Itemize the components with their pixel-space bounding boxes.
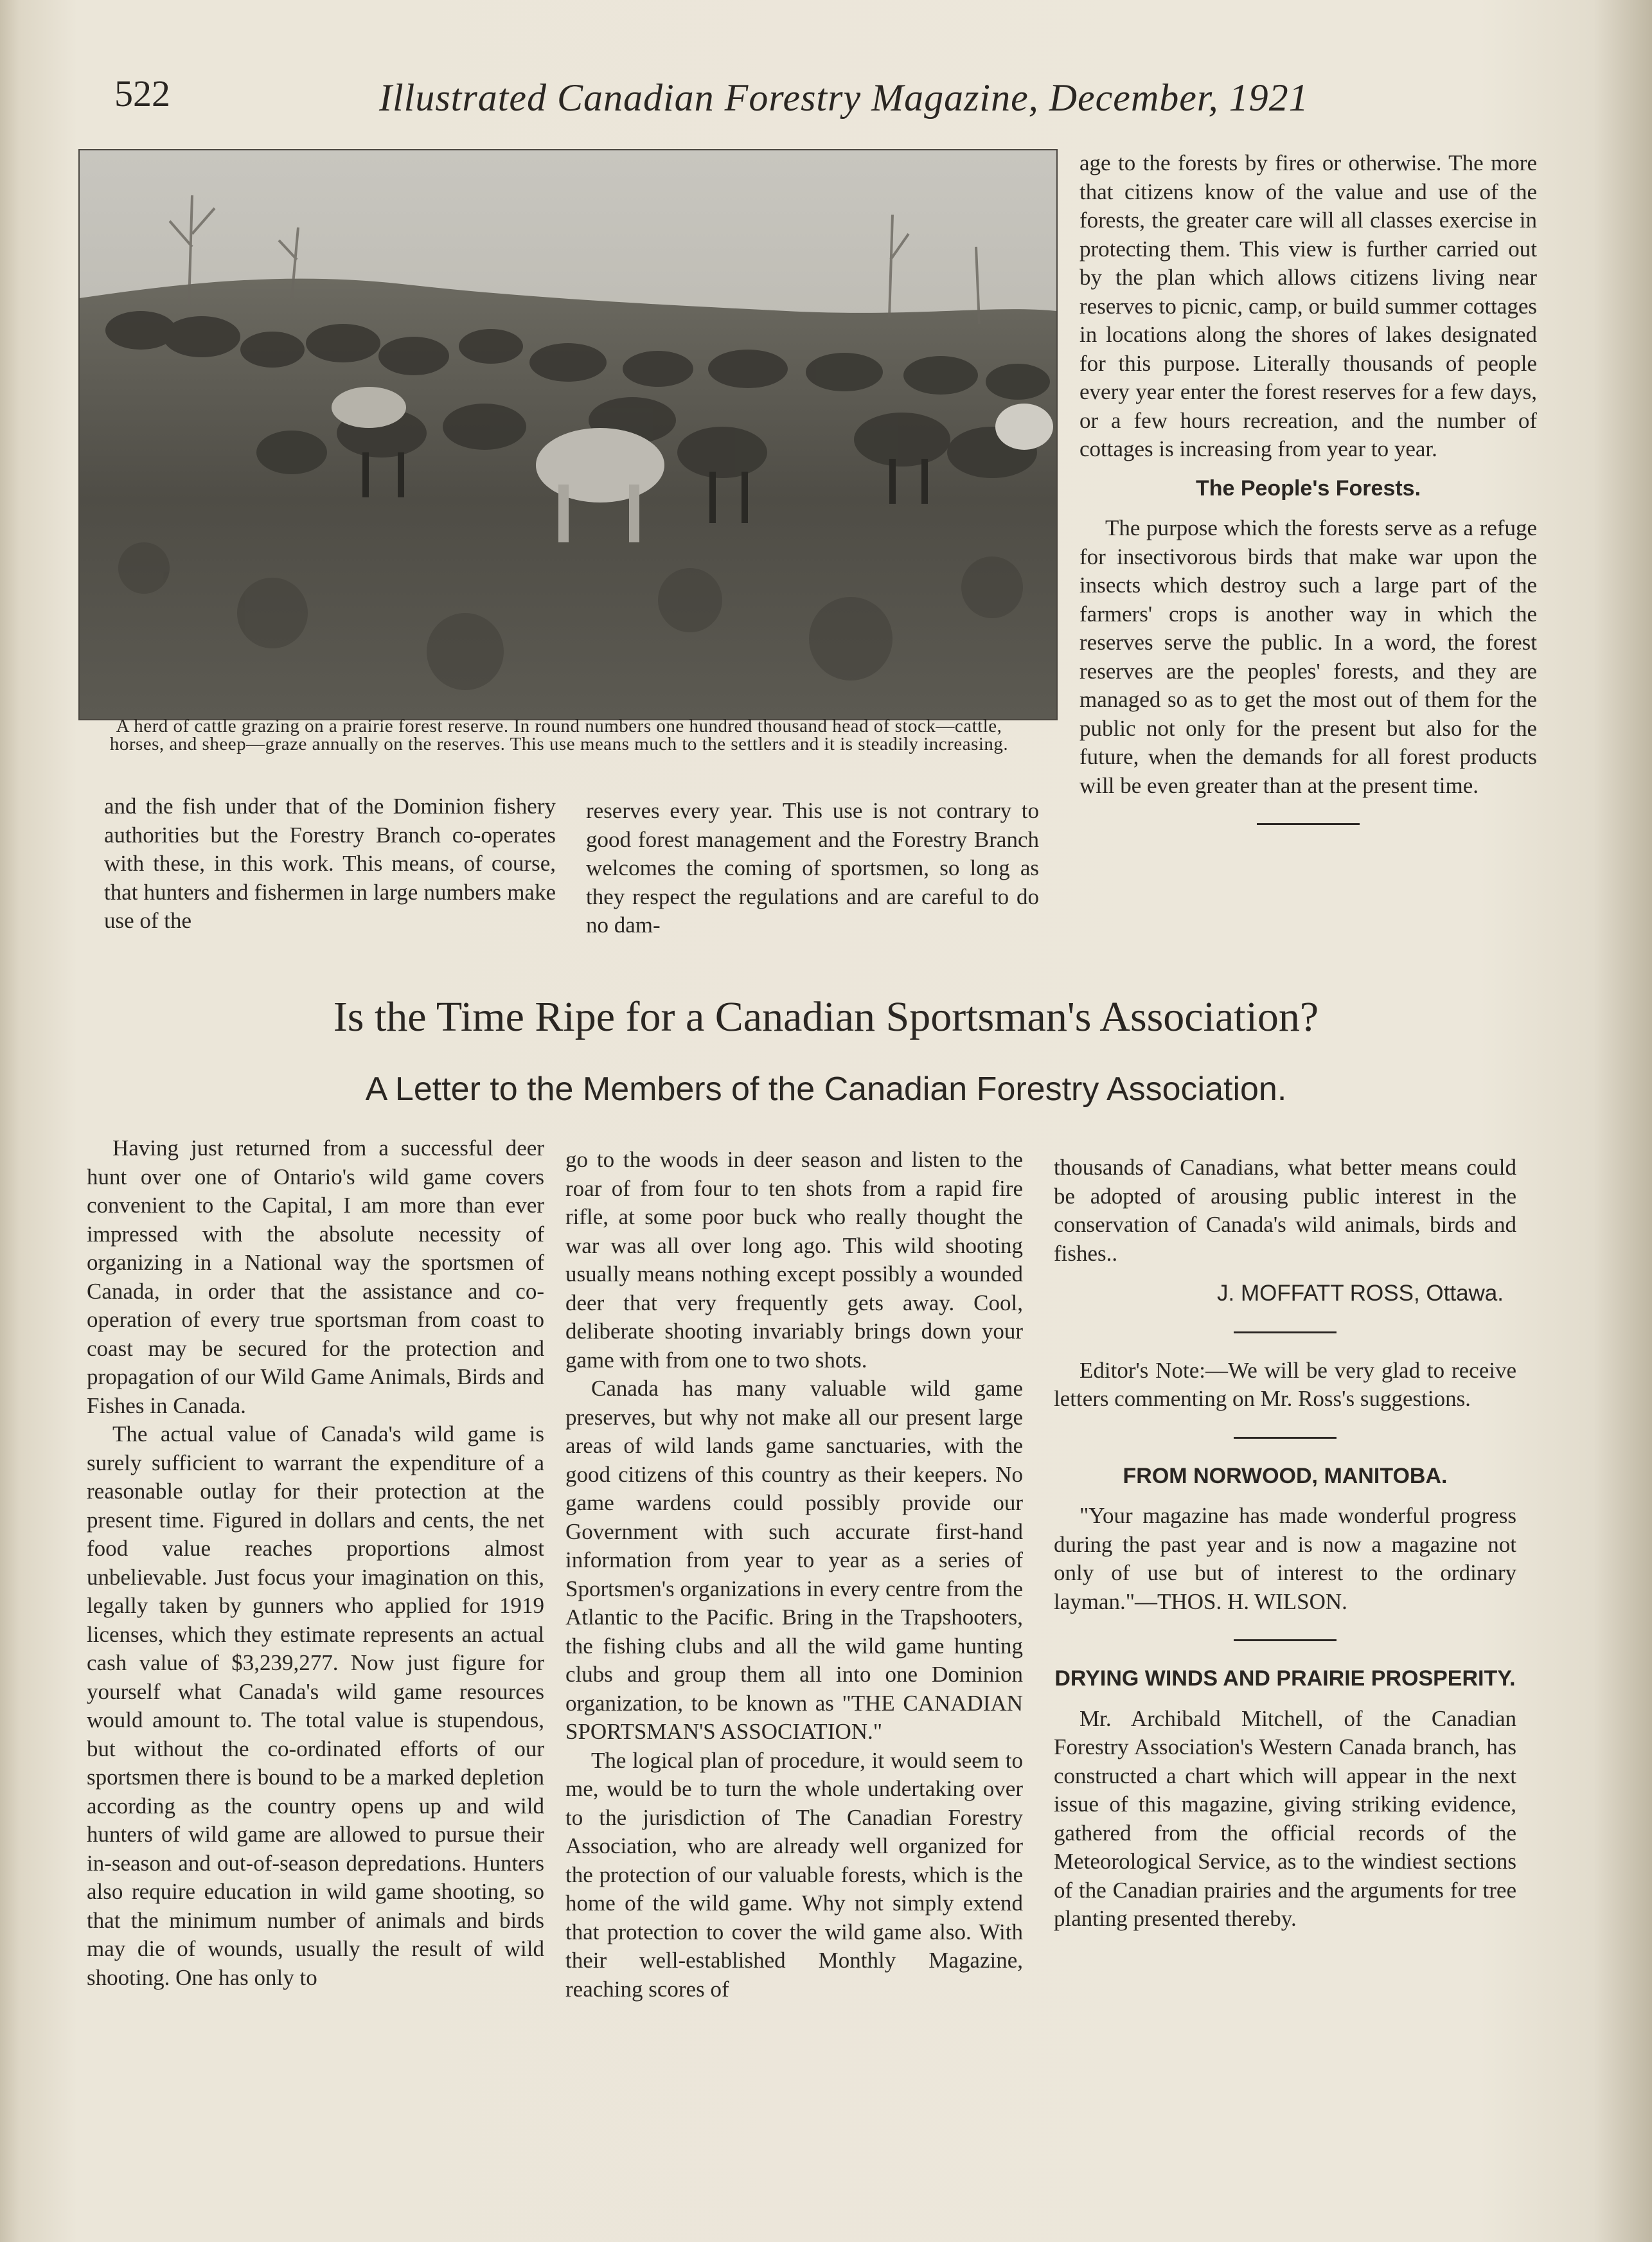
letter-signature: J. MOFFATT ROSS, Ottawa.: [1217, 1281, 1504, 1306]
article-subtitle: A Letter to the Members of the Canadian Forestry Association.: [365, 1071, 1287, 1108]
peoples-forests-heading: The People's Forests.: [1195, 476, 1421, 501]
section-divider: [1257, 823, 1360, 825]
article-col3-paragraph-1: thousands of Canadians, what better means could be adopted of arousing public interest in the conservation of Canada's wild animals, birds and fishes..: [1054, 1155, 1516, 1266]
upper-col3-paragraph-2: The purpose which the forests serve as a refuge for insectivorous birds that make war upon the insects which destroy such a large part of the farmers' crops is another way in which the reserves serve the public. In a word, the forest reserves are the peoples' forests, and they are managed so as to get the most out of them for the public not only for the present but also for the future, when the demands for all forest products will be even greater than at the present time.: [1079, 515, 1537, 798]
upper-col2-text: reserves every year. This use is not contrary to good forest management and the Forestry Branch welcomes the coming of sportsmen, so long as they respect the regulations and are careful to do no dam-: [586, 798, 1039, 938]
drying-winds-heading: DRYING WINDS AND PRAIRIE PROSPERITY.: [1054, 1666, 1516, 1691]
cattle-photo: [78, 149, 1058, 720]
drying-winds-text: Mr. Archibald Mitchell, of the Canadian Forestry Association's Western Canada branch, has constructed a chart which will appear in the next issue of this magazine, giving striking evidence, gathered from the official records of the Meteorological Service, as to the windiest sections of the Canadian prairies and the arguments for tree planting presented thereby.: [1054, 1705, 1516, 1931]
upper-col1-text: and the fish under that of the Dominion fishery authorities but the Forestry Branch co-operates with these, in this work. This means, of course, that hunters and fishermen in large numbers make use of the: [104, 794, 556, 933]
photo-caption: A herd of cattle grazing on a prairie forest reserve. In round numbers one hundred thousand head of stock—cattle, horses, and sheep—graze annually on the reserves. This use means much to the settlers and it is steadily increasing.: [109, 716, 1009, 754]
article-column-1: [87, 1134, 544, 1992]
article-column-3: [1054, 1153, 1516, 1934]
signature-divider: [1234, 1331, 1337, 1333]
upper-column-3: [1079, 149, 1537, 848]
upper-col3-paragraph-1: age to the forests by fires or otherwise. The more that citizens know of the value and use of the forests, the greater care will all classes exercise in protecting them. This view is further carried out by the plan which allows citizens living near reserves to picnic, camp, or build summer cottages in locations along the shores of lakes designated for this purpose. Literally thousands of people every year enter the forest reserves for a few days, or a few hours recreation, and the number of cottages is increasing from year to year.: [1079, 150, 1537, 461]
cattle-grazing-image: [80, 150, 1056, 719]
article-col2-paragraph-2: Canada has many valuable wild game preserves, but why not make all our present large areas of wild lands game sanctuaries, with the good citizens of this country as their keepers. No game wardens could possibly provide our Government with such accurate first-hand information from year to year as a series of Sportsmen's organizations in every centre from the Atlantic to the Pacific. Bring in the Trapshooters, the fishing clubs and all the wild game hunting clubs and group them all into one Dominion organization, to be known as "THE CANADIAN SPORTSMAN'S ASSOCIATION.": [565, 1376, 1023, 1744]
editors-note: Editor's Note:—We will be very glad to receive letters commenting on Mr. Ross's suggestions.: [1054, 1357, 1516, 1411]
article-col2-paragraph-1: go to the woods in deer season and listen to the roar of from four to ten shots from a rapid fire rifle, at some poor buck who really thought the war was all over long ago. This wild shooting usually means nothing except possibly a wounded deer that very frequently gets away. Cool, deliberate shooting invariably brings down your game with from one to two shots.: [565, 1147, 1023, 1373]
article-col1-paragraph-1: Having just returned from a successful deer hunt over one of Ontario's wild game covers convenient to the Capital, I am more than ever impressed with the absolute necessity of organizing in a National way the sportsmen of Canada, in order that the assistance and co-operation of every true sportsman from coast to coast may be secured for the protection and propagation of our Wild Game Animals, Birds and Fishes in Canada.: [87, 1135, 544, 1418]
running-header: Illustrated Canadian Forestry Magazine, December, 1921: [379, 76, 1309, 119]
norwood-heading: FROM NORWOOD, MANITOBA.: [1123, 1463, 1448, 1488]
article-headline: Is the Time Ripe for a Canadian Sportsman's Association?: [333, 993, 1319, 1040]
note-divider: [1234, 1437, 1337, 1439]
article-col1-paragraph-2: The actual value of Canada's wild game is surely sufficient to warrant the expenditure of a reasonable outlay for their protection at the present time. Figured in dollars and cents, the net food value reaches proportions almost unbelievable. Just focus your imagination on this, legally taken by gunners who applied for 1919 licenses, which they estimate represents an actual cash value of $3,239,277. Now just figure for yourself what Canada's wild game resources would amount to. The total value is stupendous, but without the co-ordinated efforts of our sportsmen there is bound to be a marked depletion according as the country opens up and wild hunters of wild game are allowed to pursue their in-season and out-of-season depredations. Hunters also require education in wild game shooting, so that the minimum number of animals and birds may die of wounds, usually the result of wild shooting. One has only to: [87, 1421, 544, 1990]
article-col2-paragraph-3: The logical plan of procedure, it would seem to me, would be to turn the whole undertaking over to the jurisdiction of The Canadian Forestry Association, who are already well organized for the protection of our valuable forests, which is the home of the wild game. Why not simply extend that protection to cover the wild game also. With their well-established Monthly Magazine, reaching scores of: [565, 1747, 1023, 2002]
page-number: 522: [114, 73, 170, 114]
upper-column-2: [586, 797, 1039, 940]
norwood-text: "Your magazine has made wonderful progress during the past year and is now a magazine not only of use but of interest to the ordinary layman."—THOS. H. WILSON.: [1054, 1503, 1516, 1614]
article-column-2: [565, 1146, 1023, 2004]
upper-column-1: [104, 792, 556, 936]
norwood-divider: [1234, 1639, 1337, 1641]
